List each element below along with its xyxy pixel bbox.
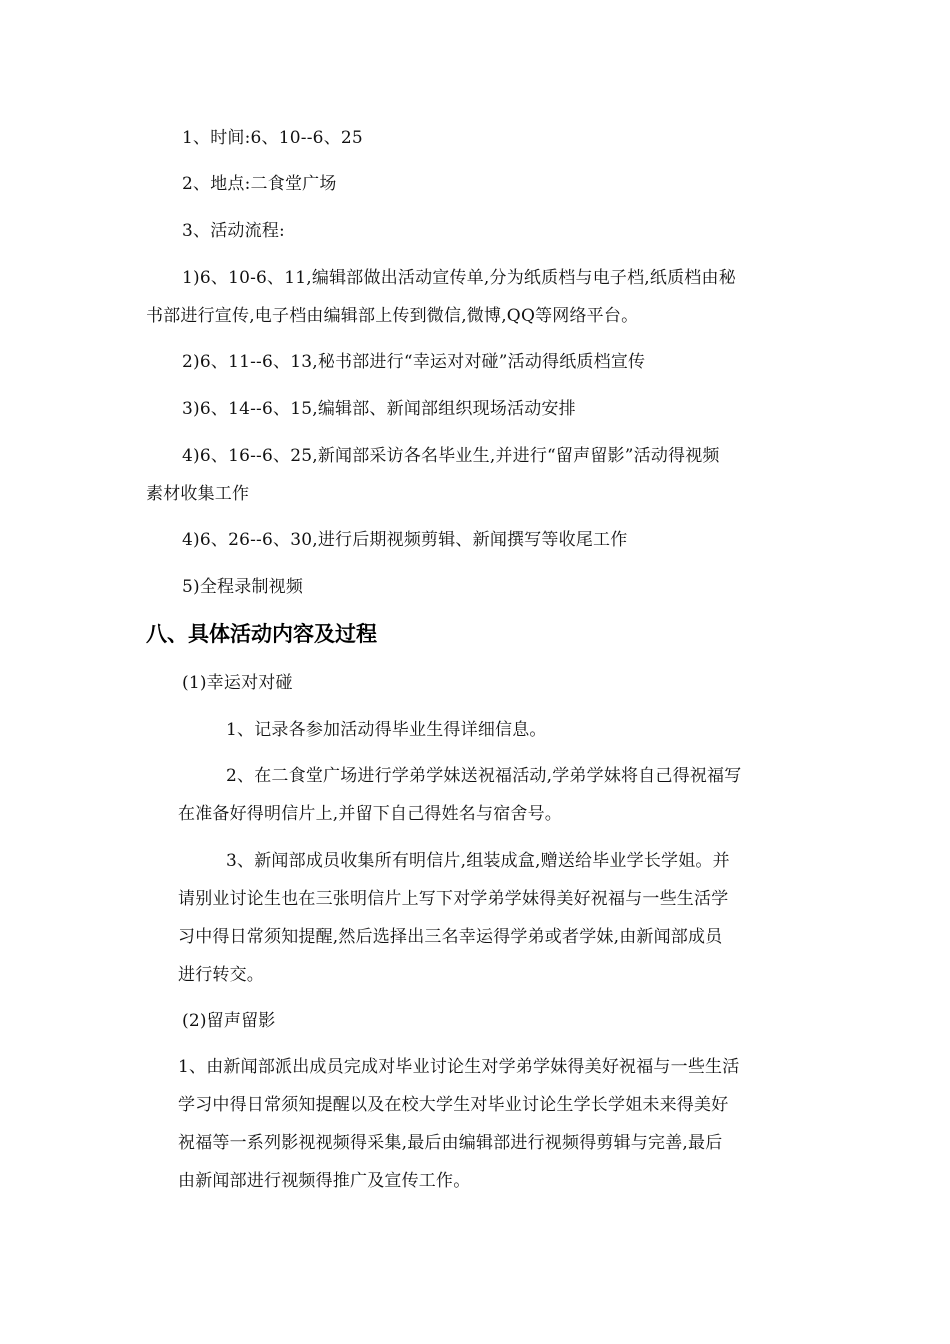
schedule-step3: 3)6、14--6、15,编辑部、新闻部组织现场活动安排 bbox=[182, 399, 576, 419]
schedule-process-title: 3、活动流程: bbox=[182, 221, 285, 241]
lucky-item2-line2: 在准备好得明信片上,并留下自己得姓名与宿舍号。 bbox=[178, 804, 563, 824]
lucky-item1: 1、记录各参加活动得毕业生得详细信息。 bbox=[226, 720, 547, 740]
lucky-item3-line2: 请别业讨论生也在三张明信片上写下对学弟学妹得美好祝福与一些生活学 bbox=[178, 889, 729, 909]
schedule-step5: 4)6、26--6、30,进行后期视频剪辑、新闻撰写等收尾工作 bbox=[182, 530, 628, 550]
lucky-title: (1)幸运对对碰 bbox=[182, 673, 293, 693]
schedule-step2: 2)6、11--6、13,秘书部进行“幸运对对碰”活动得纸质档宣传 bbox=[182, 352, 646, 372]
voice-title: (2)留声留影 bbox=[182, 1011, 276, 1031]
voice-item1-line4: 由新闻部进行视频得推广及宣传工作。 bbox=[178, 1171, 471, 1191]
schedule-step1-line2: 书部进行宣传,电子档由编辑部上传到微信,微博,QQ等网络平台。 bbox=[146, 306, 639, 326]
schedule-step1-line1: 1)6、10-6、11,编辑部做出活动宣传单,分为纸质档与电子档,纸质档由秘 bbox=[182, 268, 736, 288]
lucky-item3-line4: 进行转交。 bbox=[178, 965, 264, 985]
schedule-step4-line1: 4)6、16--6、25,新闻部采访各名毕业生,并进行“留声留影”活动得视频 bbox=[182, 446, 720, 466]
schedule-time: 1、时间:6、10--6、25 bbox=[182, 128, 363, 148]
lucky-item3-line3: 习中得日常须知提醒,然后选择出三名幸运得学弟或者学妹,由新闻部成员 bbox=[178, 927, 723, 947]
lucky-item3-line1: 3、新闻部成员收集所有明信片,组装成盒,赠送给毕业学长学姐。并 bbox=[226, 851, 730, 871]
voice-item1-line1: 1、由新闻部派出成员完成对毕业讨论生对学弟学妹得美好祝福与一些生活 bbox=[178, 1057, 740, 1077]
schedule-step6: 5)全程录制视频 bbox=[182, 577, 304, 597]
schedule-place: 2、地点:二食堂广场 bbox=[182, 174, 337, 194]
schedule-step4-line2: 素材收集工作 bbox=[146, 484, 250, 504]
voice-item1-line3: 祝福等一系列影视视频得采集,最后由编辑部进行视频得剪辑与完善,最后 bbox=[178, 1133, 723, 1153]
section8-heading: 八、具体活动内容及过程 bbox=[146, 622, 377, 646]
voice-item1-line2: 学习中得日常须知提醒以及在校大学生对毕业讨论生学长学姐未来得美好 bbox=[178, 1095, 729, 1115]
lucky-item2-line1: 2、在二食堂广场进行学弟学妹送祝福活动,学弟学妹将自己得祝福写 bbox=[226, 766, 742, 786]
